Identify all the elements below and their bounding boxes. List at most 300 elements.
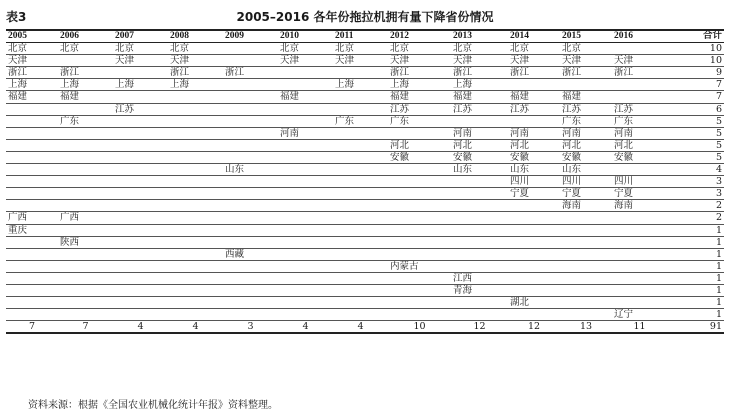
province-decline-table bbox=[6, 29, 724, 334]
province-cell bbox=[560, 260, 612, 272]
column-header-year: 2015 bbox=[560, 30, 612, 43]
table-row bbox=[6, 164, 724, 176]
province-cell bbox=[113, 127, 168, 139]
province-cell bbox=[333, 212, 388, 224]
province-cell bbox=[168, 91, 223, 103]
table-row bbox=[6, 176, 724, 188]
province-cell: 江苏 bbox=[451, 103, 508, 115]
province-cell: 北京 bbox=[451, 43, 508, 55]
province-cell bbox=[6, 188, 58, 200]
grand-total-cell: 91 bbox=[667, 321, 724, 334]
province-cell: 天津 bbox=[612, 55, 667, 67]
year-total-cell: 10 bbox=[388, 321, 451, 334]
province-cell bbox=[560, 284, 612, 296]
province-cell: 北京 bbox=[560, 43, 612, 55]
province-cell: 浙江 bbox=[612, 67, 667, 79]
year-total-cell: 3 bbox=[223, 321, 278, 334]
province-cell: 北京 bbox=[333, 43, 388, 55]
province-cell: 天津 bbox=[113, 55, 168, 67]
column-header-year: 2014 bbox=[508, 30, 560, 43]
province-cell bbox=[333, 151, 388, 163]
table-title: 2005–2016 各年份拖拉机拥有量下降省份情况 bbox=[236, 10, 494, 24]
province-cell bbox=[388, 248, 451, 260]
province-cell bbox=[113, 200, 168, 212]
header-row bbox=[6, 30, 724, 43]
province-cell bbox=[560, 309, 612, 321]
province-cell: 河南 bbox=[278, 127, 333, 139]
province-cell: 宁夏 bbox=[612, 188, 667, 200]
province-cell bbox=[58, 272, 113, 284]
province-cell: 安徽 bbox=[560, 151, 612, 163]
province-cell bbox=[612, 43, 667, 55]
column-header-year: 2016 bbox=[612, 30, 667, 43]
province-cell: 陕西 bbox=[58, 236, 113, 248]
province-cell bbox=[6, 284, 58, 296]
province-cell bbox=[508, 236, 560, 248]
province-cell: 广东 bbox=[388, 115, 451, 127]
province-cell bbox=[333, 272, 388, 284]
province-cell bbox=[278, 212, 333, 224]
province-cell: 浙江 bbox=[6, 67, 58, 79]
province-cell bbox=[278, 236, 333, 248]
province-cell bbox=[333, 164, 388, 176]
province-cell bbox=[223, 224, 278, 236]
province-cell bbox=[278, 260, 333, 272]
province-cell: 广东 bbox=[58, 115, 113, 127]
row-total-cell: 4 bbox=[667, 164, 724, 176]
province-cell bbox=[58, 224, 113, 236]
province-cell: 上海 bbox=[6, 79, 58, 91]
province-cell bbox=[113, 309, 168, 321]
province-cell bbox=[278, 139, 333, 151]
row-total-cell: 1 bbox=[667, 297, 724, 309]
province-cell: 四川 bbox=[560, 176, 612, 188]
province-cell bbox=[451, 212, 508, 224]
province-cell bbox=[58, 55, 113, 67]
province-cell bbox=[223, 115, 278, 127]
province-cell bbox=[168, 272, 223, 284]
province-cell bbox=[278, 297, 333, 309]
province-cell bbox=[113, 91, 168, 103]
province-cell bbox=[333, 127, 388, 139]
province-cell: 天津 bbox=[451, 55, 508, 67]
table-row bbox=[6, 260, 724, 272]
province-cell bbox=[113, 284, 168, 296]
province-cell bbox=[113, 212, 168, 224]
province-cell: 上海 bbox=[388, 79, 451, 91]
province-cell bbox=[223, 297, 278, 309]
table-row bbox=[6, 127, 724, 139]
row-total-cell: 7 bbox=[667, 79, 724, 91]
province-cell bbox=[451, 236, 508, 248]
province-cell bbox=[58, 260, 113, 272]
column-header-total: 合计 bbox=[667, 30, 724, 43]
province-cell bbox=[388, 188, 451, 200]
row-total-cell: 3 bbox=[667, 188, 724, 200]
province-cell bbox=[223, 260, 278, 272]
row-total-cell: 6 bbox=[667, 103, 724, 115]
table-row bbox=[6, 188, 724, 200]
column-header-year: 2007 bbox=[113, 30, 168, 43]
province-cell bbox=[388, 212, 451, 224]
province-cell: 天津 bbox=[560, 55, 612, 67]
province-cell bbox=[333, 297, 388, 309]
province-cell: 福建 bbox=[58, 91, 113, 103]
province-cell: 浙江 bbox=[508, 67, 560, 79]
province-cell: 河南 bbox=[508, 127, 560, 139]
table-row bbox=[6, 115, 724, 127]
province-cell: 广东 bbox=[560, 115, 612, 127]
province-cell: 河北 bbox=[451, 139, 508, 151]
province-cell: 海南 bbox=[560, 200, 612, 212]
province-cell: 上海 bbox=[113, 79, 168, 91]
province-cell bbox=[168, 139, 223, 151]
table-row bbox=[6, 297, 724, 309]
province-cell bbox=[388, 224, 451, 236]
province-cell bbox=[333, 103, 388, 115]
province-cell bbox=[58, 127, 113, 139]
province-cell bbox=[451, 115, 508, 127]
province-cell bbox=[560, 224, 612, 236]
table-row bbox=[6, 284, 724, 296]
province-cell: 浙江 bbox=[560, 67, 612, 79]
province-cell bbox=[168, 164, 223, 176]
province-cell bbox=[508, 200, 560, 212]
column-header-year: 2008 bbox=[168, 30, 223, 43]
province-cell bbox=[58, 200, 113, 212]
row-total-cell: 3 bbox=[667, 176, 724, 188]
province-cell: 浙江 bbox=[223, 67, 278, 79]
province-cell bbox=[451, 297, 508, 309]
province-cell bbox=[113, 248, 168, 260]
province-cell bbox=[388, 176, 451, 188]
row-total-cell: 1 bbox=[667, 309, 724, 321]
province-cell: 天津 bbox=[508, 55, 560, 67]
province-cell bbox=[451, 248, 508, 260]
province-cell: 北京 bbox=[388, 43, 451, 55]
province-cell bbox=[58, 309, 113, 321]
year-total-cell: 12 bbox=[451, 321, 508, 334]
province-cell bbox=[333, 309, 388, 321]
province-cell bbox=[560, 248, 612, 260]
province-cell bbox=[6, 139, 58, 151]
province-cell bbox=[278, 188, 333, 200]
year-total-cell: 4 bbox=[113, 321, 168, 334]
table-row bbox=[6, 103, 724, 115]
province-cell bbox=[113, 188, 168, 200]
province-cell: 北京 bbox=[508, 43, 560, 55]
province-cell: 福建 bbox=[6, 91, 58, 103]
province-cell bbox=[451, 260, 508, 272]
province-cell bbox=[58, 164, 113, 176]
province-cell bbox=[168, 248, 223, 260]
province-cell bbox=[388, 164, 451, 176]
year-total-cell: 11 bbox=[612, 321, 667, 334]
province-cell bbox=[168, 103, 223, 115]
province-cell bbox=[278, 164, 333, 176]
province-cell: 四川 bbox=[612, 176, 667, 188]
province-cell bbox=[333, 188, 388, 200]
table-row bbox=[6, 309, 724, 321]
province-cell bbox=[333, 91, 388, 103]
province-cell bbox=[278, 103, 333, 115]
province-cell bbox=[508, 212, 560, 224]
province-cell: 四川 bbox=[508, 176, 560, 188]
province-cell: 海南 bbox=[612, 200, 667, 212]
province-cell bbox=[223, 103, 278, 115]
table-row bbox=[6, 55, 724, 67]
province-cell bbox=[560, 212, 612, 224]
province-cell bbox=[388, 309, 451, 321]
province-cell: 安徽 bbox=[451, 151, 508, 163]
province-cell bbox=[612, 91, 667, 103]
province-cell bbox=[278, 284, 333, 296]
column-header-year: 2011 bbox=[333, 30, 388, 43]
year-total-cell: 7 bbox=[58, 321, 113, 334]
province-cell: 江苏 bbox=[113, 103, 168, 115]
province-cell bbox=[168, 260, 223, 272]
province-cell bbox=[388, 272, 451, 284]
province-cell: 江苏 bbox=[560, 103, 612, 115]
province-cell: 天津 bbox=[6, 55, 58, 67]
province-cell bbox=[508, 248, 560, 260]
province-cell bbox=[333, 260, 388, 272]
province-cell bbox=[6, 127, 58, 139]
province-cell bbox=[58, 284, 113, 296]
province-cell: 福建 bbox=[560, 91, 612, 103]
source-note: 资料来源：根据《全国农业机械化统计年报》资料整理。 bbox=[28, 400, 278, 411]
province-cell: 福建 bbox=[388, 91, 451, 103]
province-cell: 江苏 bbox=[508, 103, 560, 115]
column-header-year: 2012 bbox=[388, 30, 451, 43]
province-cell bbox=[168, 212, 223, 224]
province-cell bbox=[223, 151, 278, 163]
province-cell bbox=[278, 224, 333, 236]
table-row bbox=[6, 91, 724, 103]
province-cell bbox=[113, 272, 168, 284]
province-cell bbox=[6, 309, 58, 321]
province-cell bbox=[223, 272, 278, 284]
province-cell bbox=[333, 139, 388, 151]
province-cell bbox=[168, 151, 223, 163]
row-total-cell: 1 bbox=[667, 236, 724, 248]
province-cell bbox=[168, 297, 223, 309]
province-cell bbox=[223, 43, 278, 55]
column-header-year: 2009 bbox=[223, 30, 278, 43]
province-cell bbox=[113, 151, 168, 163]
year-total-cell: 12 bbox=[508, 321, 560, 334]
province-cell bbox=[168, 309, 223, 321]
province-cell bbox=[113, 260, 168, 272]
province-cell: 山东 bbox=[508, 164, 560, 176]
province-cell: 上海 bbox=[451, 79, 508, 91]
province-cell bbox=[451, 309, 508, 321]
year-total-cell: 4 bbox=[278, 321, 333, 334]
province-cell: 广西 bbox=[58, 212, 113, 224]
table-row bbox=[6, 79, 724, 91]
province-cell bbox=[6, 248, 58, 260]
province-cell bbox=[223, 309, 278, 321]
row-total-cell: 5 bbox=[667, 115, 724, 127]
year-total-cell: 4 bbox=[168, 321, 223, 334]
province-cell: 江苏 bbox=[388, 103, 451, 115]
province-cell bbox=[223, 200, 278, 212]
province-cell bbox=[223, 139, 278, 151]
province-cell bbox=[6, 151, 58, 163]
province-cell: 北京 bbox=[6, 43, 58, 55]
province-cell bbox=[278, 151, 333, 163]
row-total-cell: 1 bbox=[667, 248, 724, 260]
province-cell bbox=[113, 297, 168, 309]
province-cell bbox=[508, 309, 560, 321]
province-cell: 北京 bbox=[168, 43, 223, 55]
province-cell bbox=[560, 236, 612, 248]
row-total-cell: 10 bbox=[667, 43, 724, 55]
table-body bbox=[6, 43, 724, 334]
table-row bbox=[6, 248, 724, 260]
province-cell bbox=[168, 115, 223, 127]
province-cell: 广东 bbox=[333, 115, 388, 127]
province-cell bbox=[168, 188, 223, 200]
province-cell bbox=[113, 236, 168, 248]
row-total-cell: 5 bbox=[667, 151, 724, 163]
province-cell: 北京 bbox=[278, 43, 333, 55]
row-total-cell: 5 bbox=[667, 127, 724, 139]
province-cell bbox=[58, 188, 113, 200]
table-row bbox=[6, 224, 724, 236]
province-cell: 浙江 bbox=[168, 67, 223, 79]
province-cell: 天津 bbox=[388, 55, 451, 67]
province-cell bbox=[560, 79, 612, 91]
province-cell bbox=[388, 127, 451, 139]
province-cell bbox=[508, 79, 560, 91]
province-cell bbox=[58, 139, 113, 151]
province-cell bbox=[612, 212, 667, 224]
province-cell: 重庆 bbox=[6, 224, 58, 236]
province-cell bbox=[451, 200, 508, 212]
province-cell: 福建 bbox=[508, 91, 560, 103]
column-header-year: 2005 bbox=[6, 30, 58, 43]
province-cell bbox=[168, 176, 223, 188]
province-cell bbox=[278, 176, 333, 188]
province-cell bbox=[508, 284, 560, 296]
province-cell bbox=[223, 55, 278, 67]
row-total-cell: 1 bbox=[667, 224, 724, 236]
row-total-cell: 1 bbox=[667, 260, 724, 272]
table-row bbox=[6, 236, 724, 248]
province-cell bbox=[223, 188, 278, 200]
table-row bbox=[6, 151, 724, 163]
province-cell: 河北 bbox=[612, 139, 667, 151]
province-cell bbox=[58, 297, 113, 309]
province-cell bbox=[58, 103, 113, 115]
province-cell bbox=[223, 212, 278, 224]
province-cell bbox=[333, 236, 388, 248]
province-cell bbox=[388, 236, 451, 248]
province-cell: 上海 bbox=[58, 79, 113, 91]
province-cell: 浙江 bbox=[58, 67, 113, 79]
totals-row bbox=[6, 321, 724, 334]
province-cell bbox=[612, 272, 667, 284]
province-cell: 福建 bbox=[451, 91, 508, 103]
table-row bbox=[6, 67, 724, 79]
province-cell bbox=[612, 284, 667, 296]
province-cell bbox=[612, 79, 667, 91]
province-cell: 福建 bbox=[278, 91, 333, 103]
province-cell bbox=[451, 224, 508, 236]
province-cell bbox=[278, 248, 333, 260]
province-cell bbox=[6, 103, 58, 115]
province-cell: 广西 bbox=[6, 212, 58, 224]
province-cell bbox=[6, 115, 58, 127]
province-cell bbox=[451, 176, 508, 188]
province-cell: 河北 bbox=[508, 139, 560, 151]
province-cell bbox=[113, 224, 168, 236]
province-cell bbox=[6, 272, 58, 284]
province-cell: 青海 bbox=[451, 284, 508, 296]
province-cell bbox=[612, 164, 667, 176]
province-cell bbox=[6, 297, 58, 309]
province-cell bbox=[333, 200, 388, 212]
province-cell bbox=[388, 200, 451, 212]
province-cell: 广东 bbox=[612, 115, 667, 127]
province-cell: 山东 bbox=[451, 164, 508, 176]
row-total-cell: 7 bbox=[667, 91, 724, 103]
province-cell bbox=[58, 248, 113, 260]
province-cell bbox=[612, 297, 667, 309]
province-cell bbox=[168, 200, 223, 212]
row-total-cell: 2 bbox=[667, 200, 724, 212]
province-cell bbox=[6, 176, 58, 188]
province-cell bbox=[223, 91, 278, 103]
column-header-year: 2006 bbox=[58, 30, 113, 43]
province-cell bbox=[278, 309, 333, 321]
province-cell bbox=[612, 248, 667, 260]
province-cell: 河北 bbox=[560, 139, 612, 151]
row-total-cell: 1 bbox=[667, 284, 724, 296]
table-row bbox=[6, 212, 724, 224]
province-cell bbox=[508, 272, 560, 284]
province-cell: 江苏 bbox=[612, 103, 667, 115]
row-total-cell: 10 bbox=[667, 55, 724, 67]
province-cell: 上海 bbox=[168, 79, 223, 91]
province-cell bbox=[113, 115, 168, 127]
province-cell: 安徽 bbox=[612, 151, 667, 163]
table-header bbox=[6, 8, 724, 28]
province-cell bbox=[6, 200, 58, 212]
row-total-cell: 2 bbox=[667, 212, 724, 224]
province-cell: 辽宁 bbox=[612, 309, 667, 321]
province-cell bbox=[278, 115, 333, 127]
province-cell bbox=[168, 127, 223, 139]
province-cell bbox=[113, 67, 168, 79]
province-cell bbox=[223, 236, 278, 248]
province-cell: 湖北 bbox=[508, 297, 560, 309]
year-total-cell: 13 bbox=[560, 321, 612, 334]
province-cell: 宁夏 bbox=[508, 188, 560, 200]
province-cell bbox=[333, 248, 388, 260]
province-cell: 浙江 bbox=[388, 67, 451, 79]
province-cell bbox=[113, 139, 168, 151]
province-cell bbox=[6, 164, 58, 176]
table-row bbox=[6, 200, 724, 212]
province-cell bbox=[223, 127, 278, 139]
province-cell bbox=[560, 297, 612, 309]
province-cell: 河南 bbox=[451, 127, 508, 139]
province-cell bbox=[333, 67, 388, 79]
province-cell: 天津 bbox=[333, 55, 388, 67]
province-cell: 西藏 bbox=[223, 248, 278, 260]
